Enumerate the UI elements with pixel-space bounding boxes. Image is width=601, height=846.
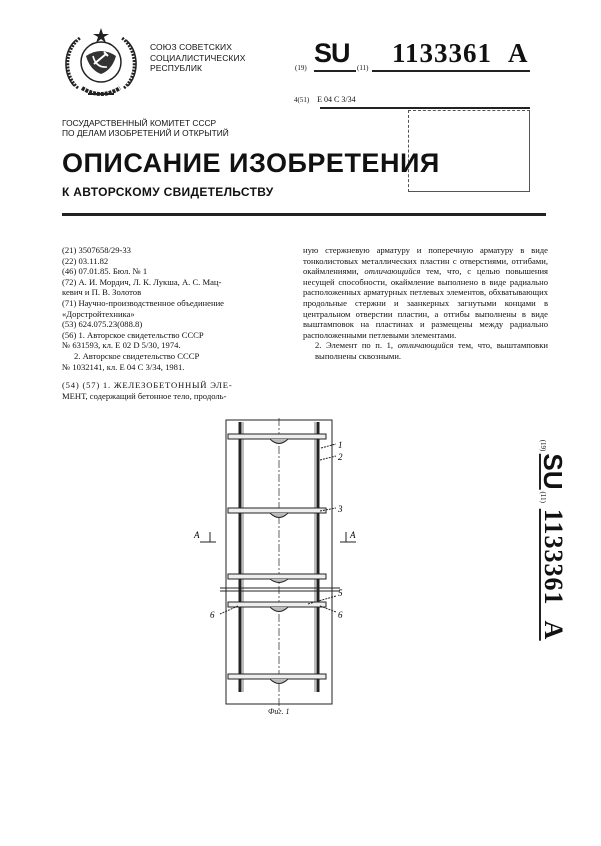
field-71: (71) Научно-производственное объединение: [62, 297, 224, 308]
transverse-plate: [228, 434, 326, 444]
document-title: ОПИСАНИЕ ИЗОБРЕТЕНИЯ: [62, 148, 440, 178]
union-line: СОЦИАЛИСТИЧЕСКИХ: [150, 52, 246, 63]
field-46: (46) 07.01.85. Бюл. № 1: [62, 266, 148, 277]
side-patent-code: [512, 420, 592, 660]
right-column: [303, 245, 548, 362]
committee-line: ПО ДЕЛАМ ИЗОБРЕТЕНИЙ И ОТКРЫТИЙ: [62, 128, 229, 138]
section-mark-right: А: [350, 530, 356, 540]
label-6-left: 6: [210, 610, 215, 620]
ipc-underline: [320, 107, 530, 109]
transverse-plate: [228, 574, 326, 583]
union-line: СОЮЗ СОВЕТСКИХ: [150, 42, 233, 52]
label-5: 5: [338, 588, 343, 598]
claim-1-body: ную стержневую арматуру и поперечную арматуру в виде тонколистовых металлических пластин с отверстиями, отгибами, окаймлениями, отличающийся тем, что, с целью повышения несущей способности, окаймление выполнено в виде радиально расположенных арматурных петлевых элементов, обхватывающих продольные стержни и заанкерных загнутыми концами в центральном отверстии пластин, а отгибы выполнены в виде выштамповок на пластинах и размещены между радиально расположенными петлевыми элементами.: [303, 245, 548, 340]
field-72: (72) А. И. Мордич, Л. К. Лукша, А. С. Мац-: [62, 276, 222, 287]
side-tag-19: (19): [539, 439, 547, 452]
side-country-code: SU: [538, 453, 568, 490]
claim-1-line2: МЕНТ, содержащий бетонное тело, продоль-: [62, 390, 227, 401]
figure-caption: Фиг. 1: [268, 707, 290, 716]
claim-1-start: (54) (57) 1. ЖЕЛЕЗОБЕТОННЫЙ ЭЛЕ-: [62, 380, 233, 391]
transverse-plate: [228, 674, 326, 684]
field-71-cont: «Дорстройтехника»: [62, 308, 135, 319]
document-subtitle: К АВТОРСКОМУ СВИДЕТЕЛЬСТВУ: [62, 185, 274, 199]
patent-number: 1133361: [392, 38, 493, 68]
union-line: РЕСПУБЛИК: [150, 63, 203, 73]
committee-name: [62, 118, 229, 138]
field-56-ref2-cont: № 1032141, кл. Е 04 С 3/34, 1981.: [62, 361, 185, 372]
figure-1-drawing: [190, 418, 370, 714]
label-3: 3: [338, 504, 343, 514]
country-code: SU: [314, 38, 350, 68]
field-72-cont: кевич и П. В. Золотов: [62, 287, 142, 298]
committee-line: ГОСУДАРСТВЕННЫЙ КОМИТЕТ СССР: [62, 118, 217, 128]
field-53: (53) 624.075.23(088.8): [62, 319, 143, 330]
field-22: (22) 03.11.82: [62, 255, 109, 266]
label-2: 2: [338, 452, 343, 462]
side-patent-number: 1133361 A: [539, 508, 568, 641]
ipc-classification: [294, 95, 356, 104]
ipc-code: E 04 C 3/34: [317, 95, 356, 104]
field-21: (21) 3507658/29-33: [62, 245, 131, 255]
side-tag-11: (11): [539, 491, 547, 503]
transverse-plate: [228, 508, 326, 518]
header-rule: [62, 213, 546, 216]
union-name: [150, 42, 245, 74]
tag-19: (19): [295, 64, 307, 72]
left-column: [62, 245, 294, 401]
field-56: (56) 1. Авторское свидетельство СССР: [62, 329, 204, 340]
label-6-right: 6: [338, 610, 343, 620]
bibliographic-data: [62, 245, 294, 372]
field-56-ref2: 2. Авторское свидетельство СССР: [74, 350, 200, 361]
section-mark-left: А: [194, 530, 200, 540]
kind-code: A: [508, 38, 528, 68]
ussr-emblem-logo: [60, 26, 142, 106]
country-underline: [314, 70, 356, 72]
field-56-cont: № 631593, кл. Е 02 D 5/30, 1974.: [62, 340, 181, 351]
ipc-tag: 4(51): [294, 96, 310, 104]
tag-11: (11): [357, 64, 369, 72]
number-underline: [372, 70, 530, 72]
label-1: 1: [338, 440, 343, 450]
claim-2: 2. Элемент по п. 1, отличающийся тем, что, выштамповки выполнены сквозными.: [315, 340, 548, 361]
